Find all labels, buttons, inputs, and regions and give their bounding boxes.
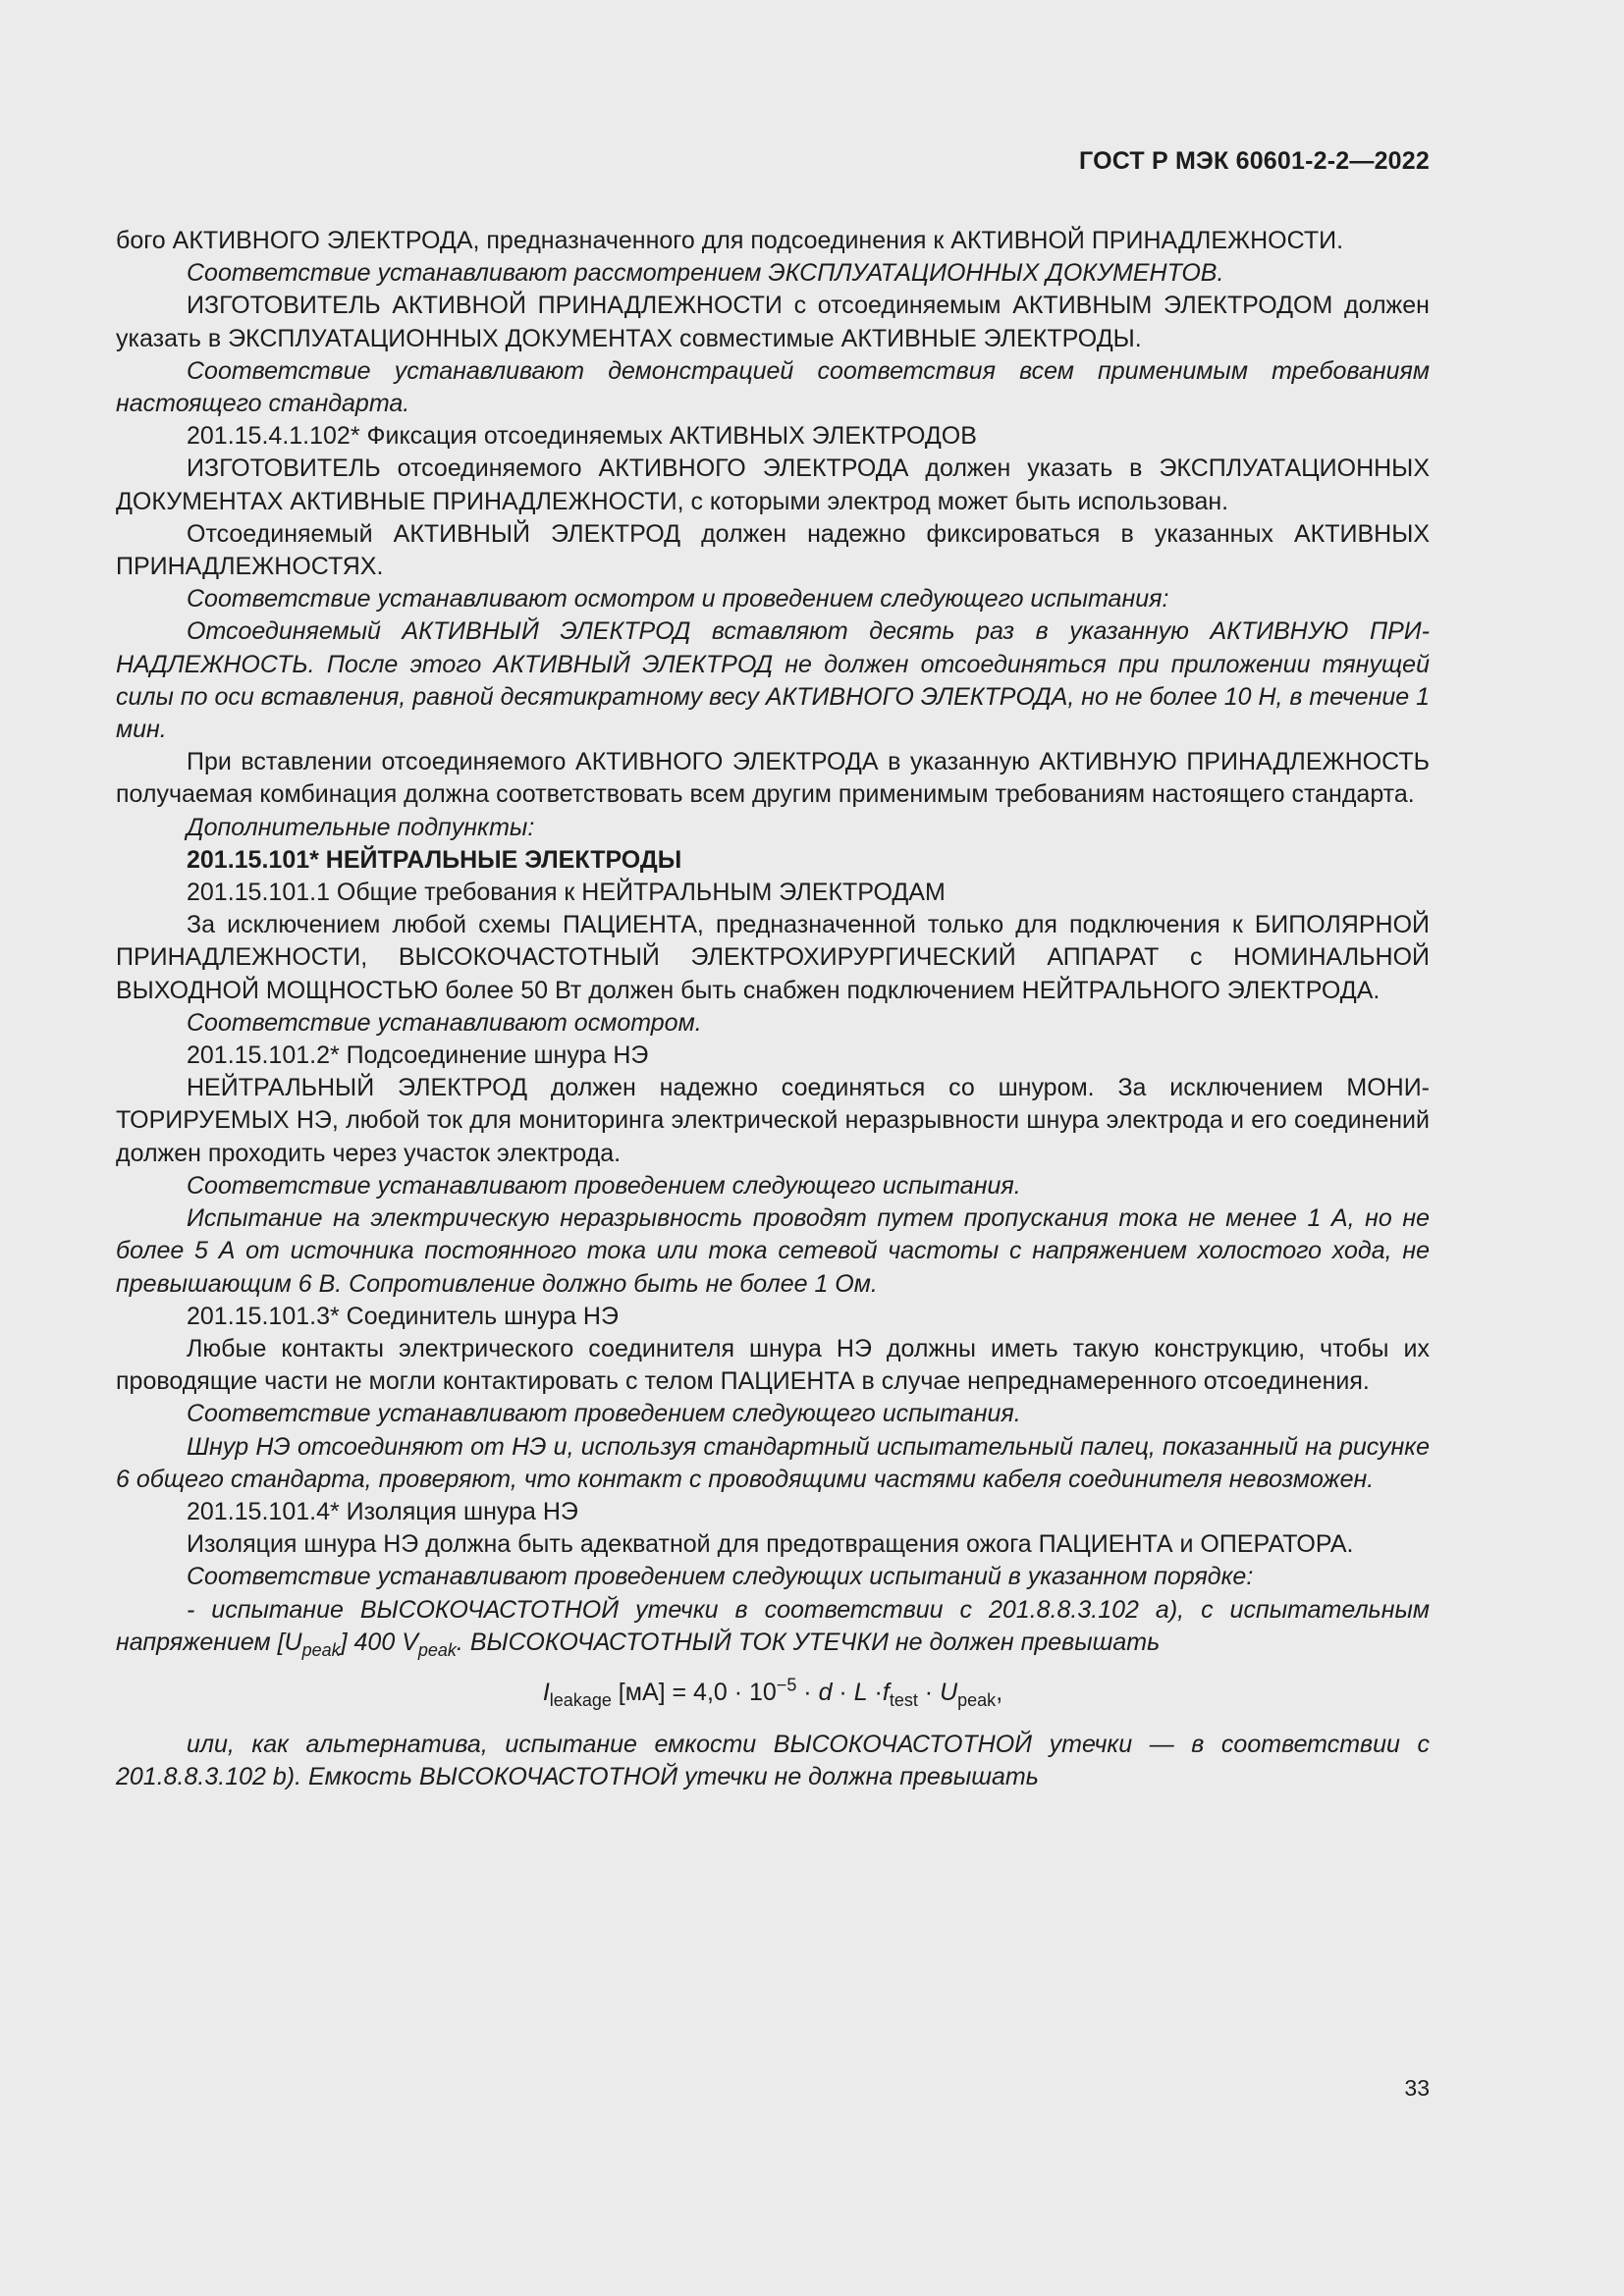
paragraph: Соответствие устанавливают проведением следующего испытания. xyxy=(187,1400,1021,1428)
paragraph: Испытание на электрическую неразрывность проводят путем пропускания тока не менее 1 А, но не более 5 А от источника постоянного тока или тока сетевой частоты с напряжением холостого хода, не превышающим 6 В. Сопротивление должно быть не более 1 Ом. xyxy=(116,1204,1430,1298)
formula-dot-2: · xyxy=(867,1678,883,1706)
formula-d: d xyxy=(818,1678,833,1706)
paragraph: Отсоединяемый АКТИВНЫЙ ЭЛЕКТРОД должен надежно фиксироваться в указанных АКТИВНЫХ ПРИНАДЛЕЖНОСТЯХ. xyxy=(116,519,1430,581)
page-number: 33 xyxy=(1404,2075,1430,2101)
test-item-text-3: . ВЫСОКОЧАСТОТНЫЙ ТОК УТЕЧКИ не должен превышать xyxy=(456,1628,1161,1656)
paragraph: Соответствие устанавливают проведением следующих испытаний в указанном порядке: xyxy=(187,1563,1254,1591)
formula-I: I xyxy=(542,1678,550,1706)
paragraph: Соответствие устанавливают осмотром. xyxy=(187,1008,702,1037)
paragraph: За исключением любой схемы ПАЦИЕНТА, предназначенной только для подключения к БИПОЛЯРНОЙ ПРИНАДЛЕЖНОСТИ, ВЫСОКОЧАСТОТНЫЙ ЭЛЕКТРОХИРУРГИЧЕСКИЙ АППАРАТ с НОМИНАЛЬНОЙ ВЫХОДНОЙ МОЩНОСТЬЮ более 50 Вт должен быть снабжен подключением НЕЙТРАЛЬНОГО ЭЛЕКТРОДА. xyxy=(116,911,1430,1004)
paragraph: При вставлении отсоединяемого АКТИВНОГО ЭЛЕКТРОДА в указанную АКТИВНУЮ ПРИНАДЛЕЖНОСТЬ получаемая комбинация должна соответствовать всем другим применимым требованиям настоящего стандарта. xyxy=(116,748,1430,809)
paragraph: 201.15.4.1.102* Фиксация отсоединяемых АКТИВНЫХ ЭЛЕКТРОДОВ xyxy=(187,422,977,451)
paragraph: ИЗГОТОВИТЕЛЬ отсоединяемого АКТИВНОГО ЭЛЕКТРОДА должен указать в ЭКСПЛУАТАЦИОННЫХ ДОКУМЕНТАХ АКТИВНЫЕ ПРИНАДЛЕЖНОСТИ, с которыми электрод может быть использован. xyxy=(116,454,1430,515)
paragraph: ИЗГОТОВИТЕЛЬ АКТИВНОЙ ПРИНАДЛЕЖНОСТИ с отсоединяемым АКТИВНЫМ ЭЛЕКТРОДОМ должен указать в ЭКСПЛУАТАЦИОННЫХ ДОКУМЕНТАХ совместимые АКТИВНЫЕ ЭЛЕКТРОДЫ. xyxy=(116,292,1430,352)
document-header: ГОСТ Р МЭК 60601-2-2—2022 xyxy=(1079,147,1430,175)
formula-I-sub: leakage xyxy=(549,1689,612,1710)
paragraph: 201.15.101* НЕЙТРАЛЬНЫЕ ЭЛЕКТРОДЫ xyxy=(187,845,682,874)
formula-dot-3: · xyxy=(917,1678,941,1706)
paragraph: 201.15.101.3* Соединитель шнура НЭ xyxy=(187,1302,619,1330)
paragraph-list xyxy=(116,225,1430,1594)
paragraph: бого АКТИВНОГО ЭЛЕКТРОДА, предназначенного для подсоединения к АКТИВНОЙ ПРИНАДЛЕЖНОСТИ. xyxy=(116,227,1344,254)
formula-dot-1: · xyxy=(832,1678,854,1706)
paragraph: Дополнительные подпункты: xyxy=(187,813,535,841)
paragraph: Соответствие устанавливают проведением следующего испытания. xyxy=(187,1171,1021,1200)
formula-f-sub: test xyxy=(889,1689,918,1710)
formula-L: L xyxy=(853,1678,868,1706)
paragraph: 201.15.101.1 Общие требования к НЕЙТРАЛЬНЫМ ЭЛЕКТРОДАМ xyxy=(187,879,946,907)
paragraph: 201.15.101.4* Изоляция шнура НЭ xyxy=(187,1497,578,1525)
test-item-paragraph xyxy=(116,1594,1430,1659)
paragraph: Шнур НЭ отсоединяют от НЭ и, используя стандартный испытательный палец, показанный на рисунке 6 общего стандарта, проверяют, что контакт с проводящими частями кабеля соединителя невозможен. xyxy=(116,1432,1430,1493)
leakage-formula xyxy=(116,1677,1430,1709)
paragraph: Соответствие устанавливают осмотром и проведением следующего испытания: xyxy=(187,585,1169,614)
formula-U-sub: peak xyxy=(957,1689,997,1710)
paragraph: Соответствие устанавливают рассмотрением ЭКСПЛУАТАЦИОННЫХ ДОКУМЕНТОВ. xyxy=(187,259,1224,288)
test-item-sub-1: peak xyxy=(301,1639,341,1660)
paragraph: Изоляция шнура НЭ должна быть адекватной для предотвращения ожога ПАЦИЕНТА и ОПЕРАТОРА. xyxy=(187,1530,1354,1559)
test-item-sub-2: peak xyxy=(417,1639,457,1660)
document-body xyxy=(116,225,1430,1794)
paragraph: Соответствие устанавливают демонстрацией соответствия всем применимым требованиям настоящего стандарта. xyxy=(116,356,1430,418)
formula-exp: −5 xyxy=(776,1675,797,1695)
paragraph: 201.15.101.2* Подсоединение шнура НЭ xyxy=(187,1041,649,1070)
paragraph: НЕЙТРАЛЬНЫЙ ЭЛЕКТРОД должен надежно соединяться со шнуром. За исключением МОНИТОРИРУЕМЫХ НЭ, любой ток для мониторинга электрической неразрывности шнура электрода и его соединений должен проходить через участок электрода. xyxy=(116,1074,1430,1167)
paragraph: Любые контакты электрического соединителя шнура НЭ должны иметь такую конструкцию, чтобы их проводящие части не могли контактировать с телом ПАЦИЕНТА в случае непреднамеренного отсоединения. xyxy=(116,1334,1430,1396)
test-item-text-1: - испытание ВЫСОКОЧАСТОТНОЙ утечки в соответствии с 201.8.8.3.102 a), с испытательным напряжением [U xyxy=(116,1595,1430,1656)
formula-f: f xyxy=(882,1678,890,1706)
formula-dot-0: · xyxy=(796,1678,819,1706)
formula-U: U xyxy=(940,1678,958,1706)
closing-paragraph: или, как альтернатива, испытание емкости ВЫСОКОЧАСТОТНОЙ утечки — в соответствии с 201.8.8.3.102 b). Емкость ВЫСОКОЧАСТОТНОЙ утечки не должна превышать xyxy=(116,1731,1430,1791)
paragraph: Отсоединяемый АКТИВНЫЙ ЭЛЕКТРОД вставляют десять раз в указанную АКТИВНУЮ ПРИНАДЛЕЖНОСТЬ. После этого АКТИВНЫЙ ЭЛЕКТРОД не должен отсоединяться при приложении тянущей силы по оси вставления, равной десятикратному весу АКТИВНОГО ЭЛЕКТРОДА, но не более 10 Н, в течение 1 мин. xyxy=(116,617,1431,744)
formula-unit: [мА] = 4,0 · 10 xyxy=(611,1678,777,1706)
formula-end: , xyxy=(996,1678,1003,1706)
test-item-text-2: ] 400 V xyxy=(340,1628,418,1656)
